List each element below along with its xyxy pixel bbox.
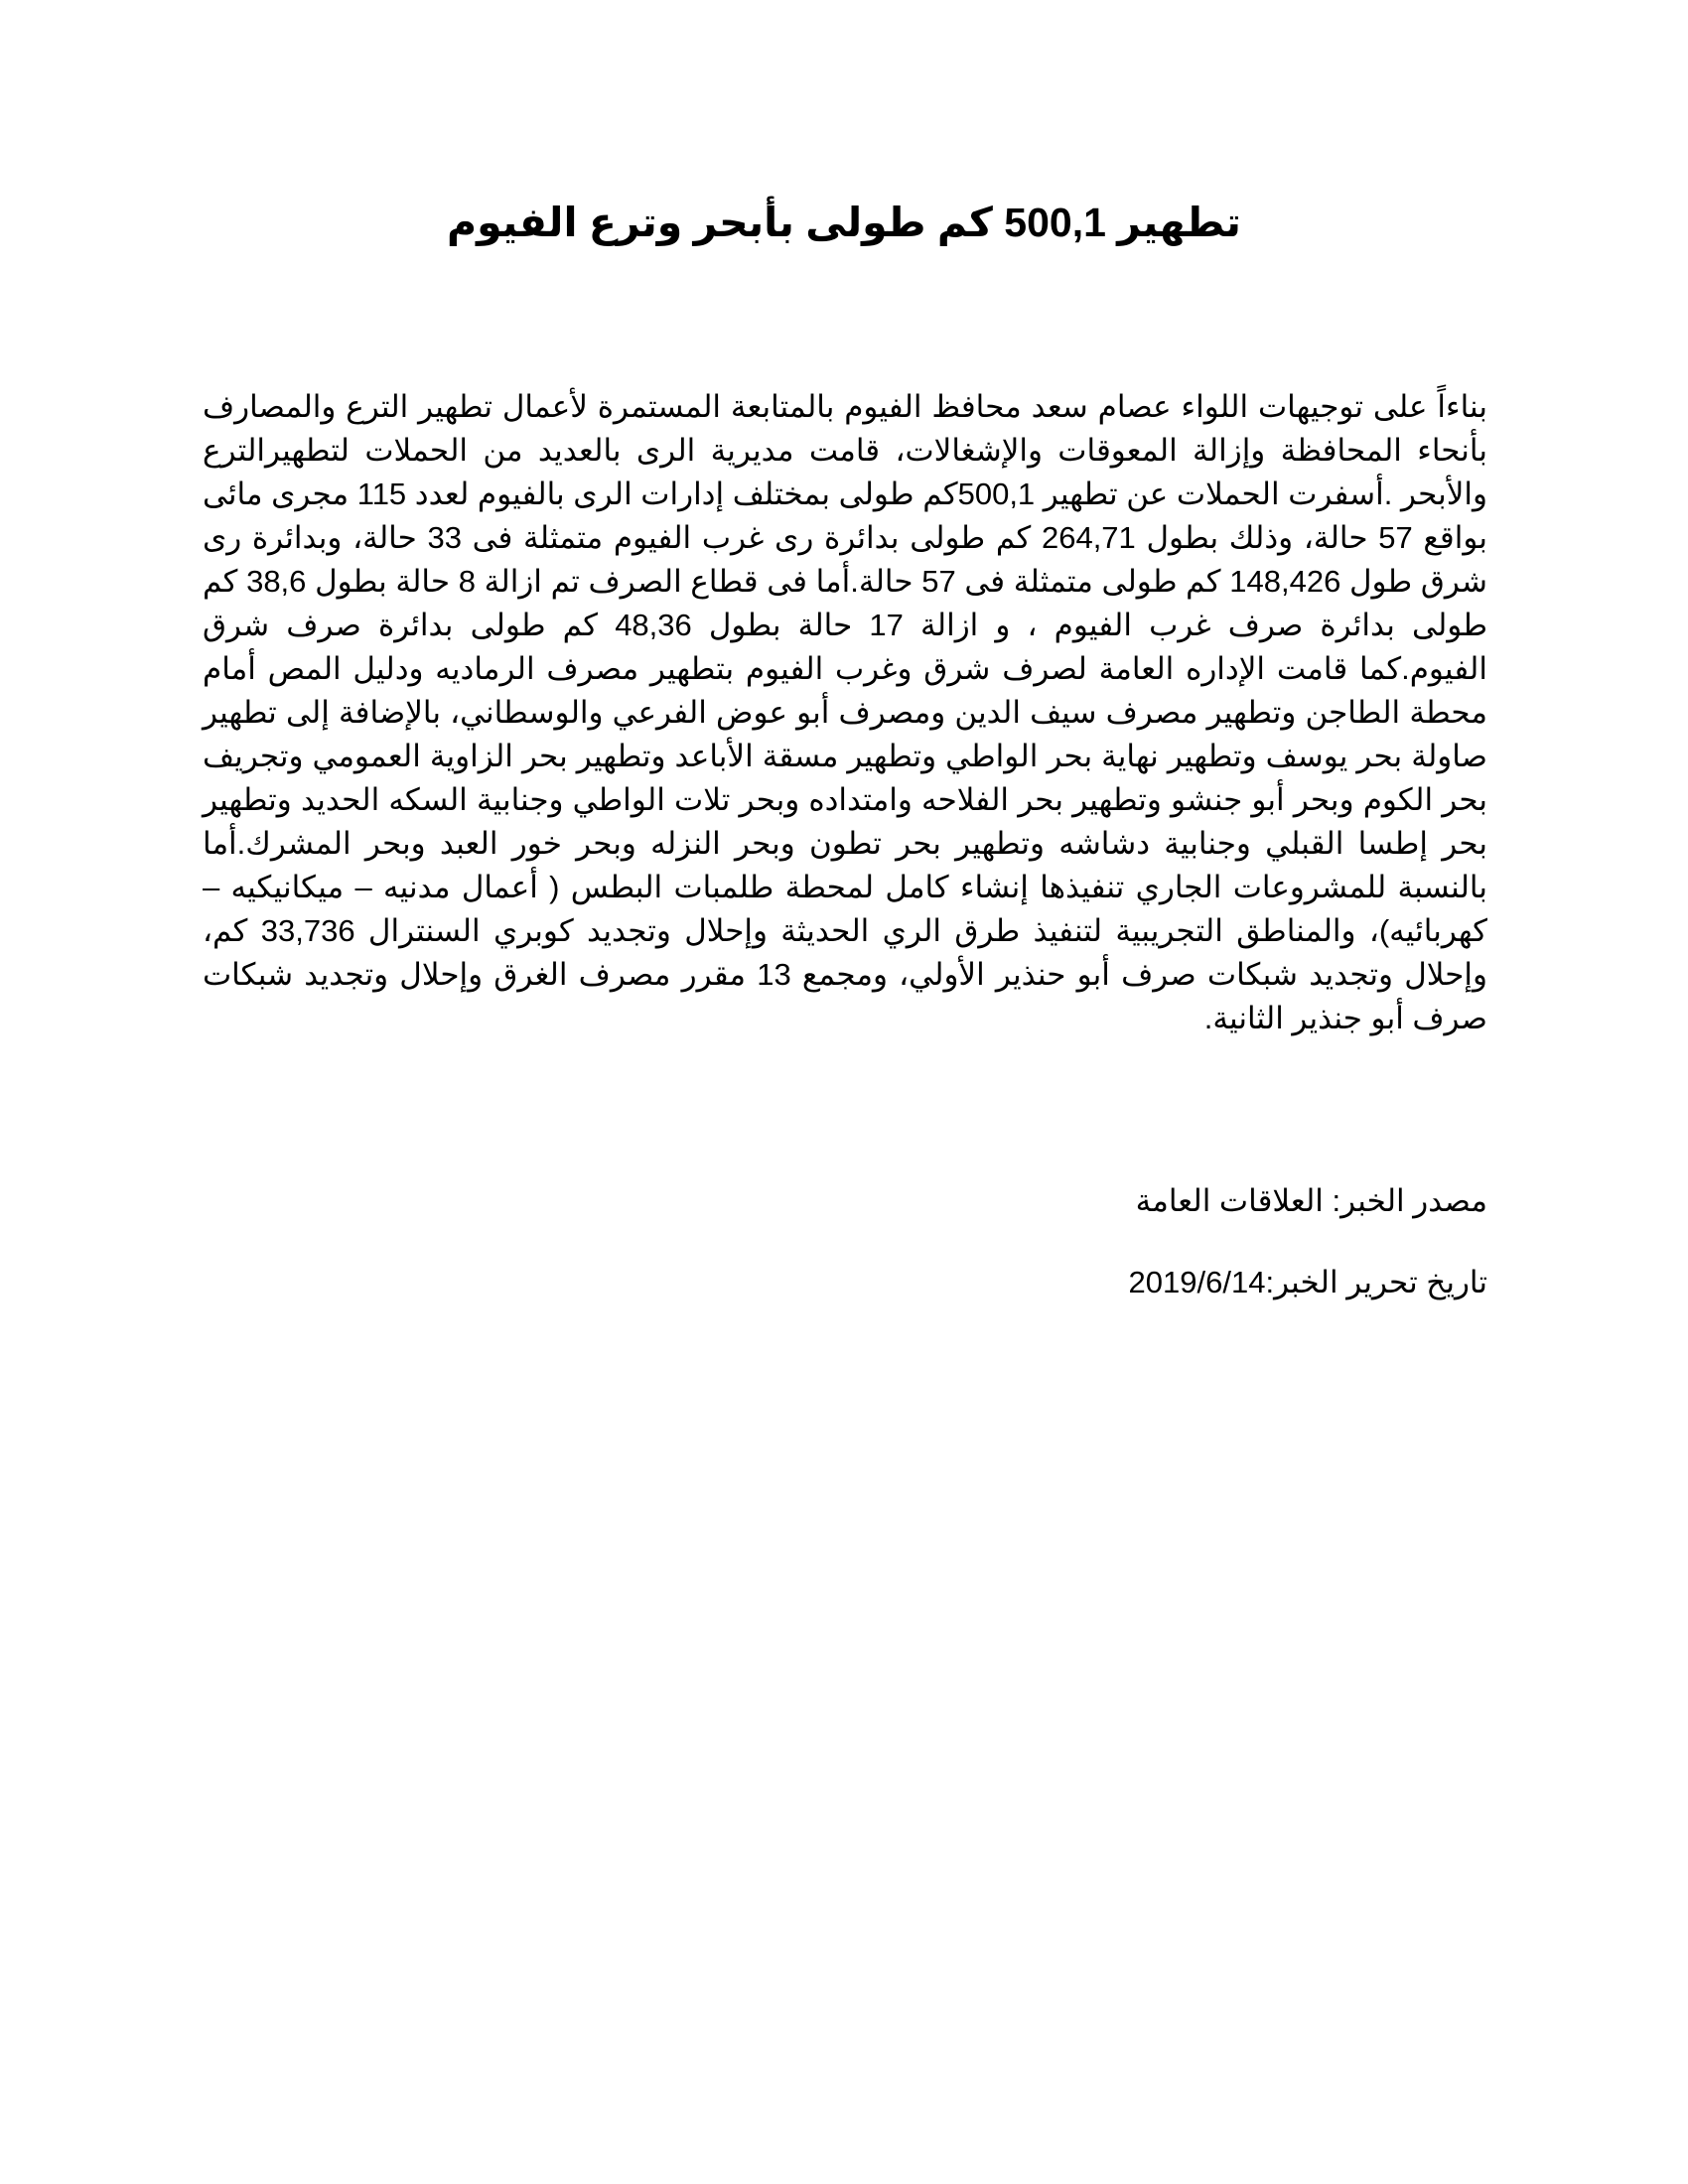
article-body: بناءاً على توجيهات اللواء عصام سعد محافظ الفيوم بالمتابعة المستمرة لأعمال تطهير الترع والمصارف بأنحاء المحافظة وإزالة المعوقات والإشغالات، قامت مديرية الرى بالعديد من الحملات لتطهيرالترع والأبحر .أسفرت الحملات عن تطهير 500,1كم طولى بمختلف إدارات الرى بالفيوم لعدد 115 مجرى مائى بواقع 57 حالة، وذلك بطول 264,71 كم طولى بدائرة رى غرب الفيوم متمثلة فى 33 حالة، وبدائرة رى شرق طول 148,426 كم طولى متمثلة فى 57 حالة.أما فى قطاع الصرف تم ازالة 8 حالة بطول 38,6 كم طولى بدائرة صرف غرب الفيوم ، و ازالة 17 حالة بطول 48,36 كم طولى بدائرة صرف شرق الفيوم.كما قامت الإداره العامة لصرف شرق وغرب الفيوم بتطهير مصرف الرماديه ودليل المص أمام محطة الطاجن وتطهير مصرف سيف الدين ومصرف أبو عوض الفرعي والوسطاني، بالإضافة إلى تطهير صاولة بحر يوسف وتطهير نهاية بحر الواطي وتطهير مسقة الأباعد وتطهير بحر الزاوية العمومي وتجريف بحر الكوم وبحر أبو جنشو وتطهير بحر الفلاحه وامتداده وبحر تلات الواطي وجنابية السكه الحديد وتطهير بحر إطسا القبلي وجنابية دشاشه وتطهير بحر تطون وبحر النزله وبحر خور العبد وبحر المشرك.أما بالنسبة للمشروعات الجاري تنفيذها إنشاء كامل لمحطة طلمبات البطس ( أعمال مدنيه – ميكانيكيه – كهربائيه)، والمناطق التجريبية لتنفيذ طرق الري الحديثة وإحلال وتجديد كوبري السنترال 33,736 كم، وإحلال وتجديد شبكات صرف أبو حنذير الأولي، ومجمع 13 مقرر مصرف الغرق وإحلال وتجديد شبكات صرف أبو جنذير الثانية. — [203, 389, 1488, 1035]
news-source-line: مصدر الخبر: العلاقات العامة — [1135, 1183, 1487, 1218]
article-title: تطهير 500,1 كم طولى بأبحر وترع الفيوم — [447, 200, 1241, 245]
news-date-line: تاريخ تحرير الخبر:2019/6/14 — [1128, 1265, 1487, 1299]
